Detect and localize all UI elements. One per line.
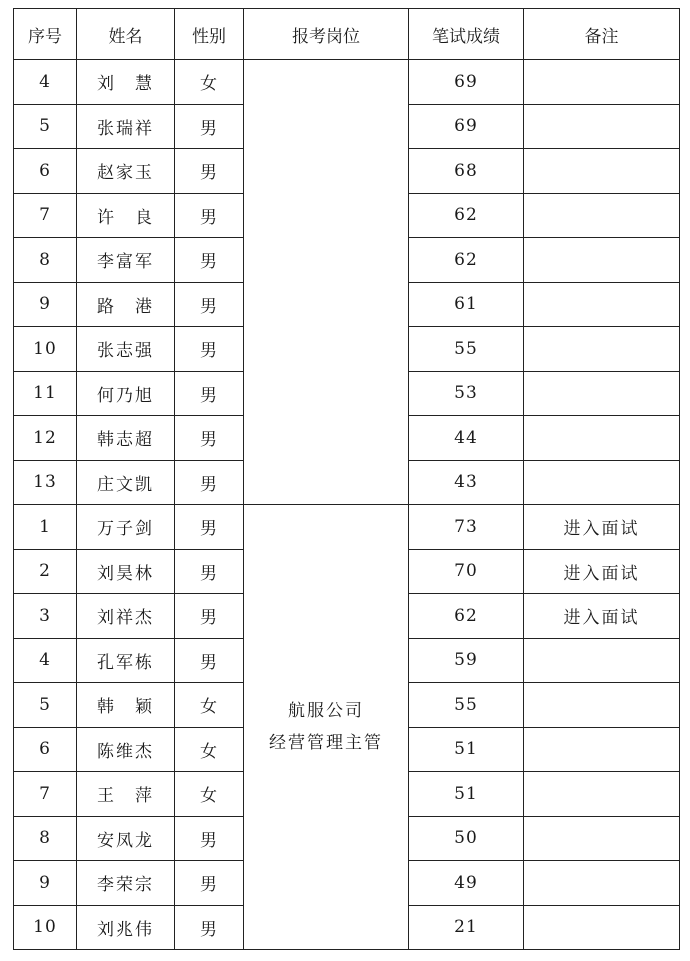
name-cell: 刘兆伟	[77, 905, 175, 950]
gender-cell: 男	[175, 149, 244, 194]
remark-cell	[524, 282, 680, 327]
seq-cell: 11	[14, 371, 77, 416]
name-cell: 何乃旭	[77, 371, 175, 416]
gender-cell: 男	[175, 416, 244, 461]
remark-cell	[524, 60, 680, 105]
remark-cell	[524, 416, 680, 461]
header-name: 姓名	[77, 9, 175, 60]
remark-cell: 进入面试	[524, 549, 680, 594]
name-cell: 安凤龙	[77, 816, 175, 861]
remark-cell	[524, 683, 680, 728]
remark-cell	[524, 460, 680, 505]
remark-cell	[524, 638, 680, 683]
name-cell: 刘昊林	[77, 549, 175, 594]
gender-cell: 男	[175, 594, 244, 639]
name-cell: 刘 慧	[77, 60, 175, 105]
score-cell: 50	[409, 816, 524, 861]
seq-cell: 6	[14, 149, 77, 194]
seq-cell: 3	[14, 594, 77, 639]
gender-cell: 男	[175, 638, 244, 683]
header-gender: 性别	[175, 9, 244, 60]
header-row	[14, 9, 680, 60]
seq-cell: 5	[14, 104, 77, 149]
gender-cell: 男	[175, 505, 244, 550]
remark-cell	[524, 772, 680, 817]
seq-cell: 9	[14, 861, 77, 906]
gender-cell: 男	[175, 327, 244, 372]
post-cell	[244, 60, 409, 505]
name-cell: 张瑞祥	[77, 104, 175, 149]
name-cell: 韩志超	[77, 416, 175, 461]
gender-cell: 女	[175, 683, 244, 728]
remark-cell	[524, 238, 680, 283]
name-cell: 路 港	[77, 282, 175, 327]
header-seq: 序号	[14, 9, 77, 60]
gender-cell: 女	[175, 772, 244, 817]
header-post: 报考岗位	[244, 9, 409, 60]
remark-cell	[524, 327, 680, 372]
gender-cell: 男	[175, 238, 244, 283]
score-cell: 53	[409, 371, 524, 416]
name-cell: 韩 颖	[77, 683, 175, 728]
name-cell: 王 萍	[77, 772, 175, 817]
score-cell: 59	[409, 638, 524, 683]
gender-cell: 男	[175, 371, 244, 416]
name-cell: 许 良	[77, 193, 175, 238]
name-cell: 赵家玉	[77, 149, 175, 194]
gender-cell: 男	[175, 861, 244, 906]
score-cell: 62	[409, 238, 524, 283]
score-cell: 51	[409, 727, 524, 772]
score-cell: 62	[409, 594, 524, 639]
header-remark: 备注	[524, 9, 680, 60]
gender-cell: 男	[175, 816, 244, 861]
seq-cell: 7	[14, 772, 77, 817]
score-cell: 69	[409, 60, 524, 105]
score-cell: 21	[409, 905, 524, 950]
table-row	[14, 505, 680, 550]
score-cell: 69	[409, 104, 524, 149]
remark-cell	[524, 149, 680, 194]
score-cell: 55	[409, 327, 524, 372]
seq-cell: 1	[14, 505, 77, 550]
name-cell: 李富军	[77, 238, 175, 283]
seq-cell: 7	[14, 193, 77, 238]
gender-cell: 男	[175, 282, 244, 327]
name-cell: 张志强	[77, 327, 175, 372]
name-cell: 庄文凯	[77, 460, 175, 505]
gender-cell: 男	[175, 549, 244, 594]
gender-cell: 男	[175, 905, 244, 950]
remark-cell	[524, 861, 680, 906]
post-line1: 航服公司	[288, 701, 364, 721]
name-cell: 万子剑	[77, 505, 175, 550]
gender-cell: 女	[175, 60, 244, 105]
seq-cell: 2	[14, 549, 77, 594]
header-score: 笔试成绩	[409, 9, 524, 60]
score-cell: 51	[409, 772, 524, 817]
gender-cell: 男	[175, 104, 244, 149]
score-cell: 49	[409, 861, 524, 906]
gender-cell: 男	[175, 460, 244, 505]
score-table	[13, 8, 680, 950]
score-cell: 73	[409, 505, 524, 550]
seq-cell: 6	[14, 727, 77, 772]
seq-cell: 12	[14, 416, 77, 461]
remark-cell	[524, 905, 680, 950]
score-cell: 61	[409, 282, 524, 327]
gender-cell: 男	[175, 193, 244, 238]
post-line2: 经营管理主管	[269, 733, 383, 753]
name-cell: 李荣宗	[77, 861, 175, 906]
name-cell: 孔军栋	[77, 638, 175, 683]
seq-cell: 8	[14, 816, 77, 861]
score-cell: 70	[409, 549, 524, 594]
seq-cell: 13	[14, 460, 77, 505]
seq-cell: 4	[14, 638, 77, 683]
remark-cell	[524, 104, 680, 149]
remark-cell: 进入面试	[524, 505, 680, 550]
remark-cell	[524, 816, 680, 861]
seq-cell: 4	[14, 60, 77, 105]
remark-cell: 进入面试	[524, 594, 680, 639]
score-cell: 44	[409, 416, 524, 461]
seq-cell: 10	[14, 905, 77, 950]
seq-cell: 9	[14, 282, 77, 327]
gender-cell: 女	[175, 727, 244, 772]
remark-cell	[524, 727, 680, 772]
score-cell: 43	[409, 460, 524, 505]
score-cell: 55	[409, 683, 524, 728]
post-cell	[244, 505, 409, 950]
seq-cell: 8	[14, 238, 77, 283]
score-cell: 62	[409, 193, 524, 238]
name-cell: 刘祥杰	[77, 594, 175, 639]
score-cell: 68	[409, 149, 524, 194]
seq-cell: 10	[14, 327, 77, 372]
name-cell: 陈维杰	[77, 727, 175, 772]
remark-cell	[524, 371, 680, 416]
table-row	[14, 60, 680, 105]
seq-cell: 5	[14, 683, 77, 728]
remark-cell	[524, 193, 680, 238]
